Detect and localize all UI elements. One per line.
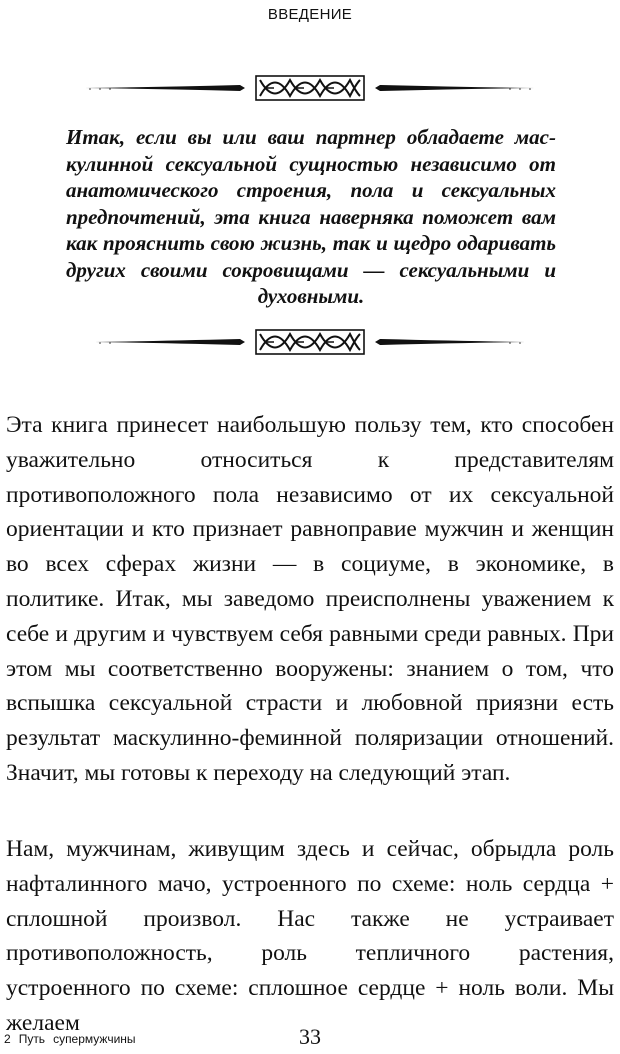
- celtic-knot-divider-icon: [60, 68, 560, 108]
- footer-index: 2: [4, 1032, 11, 1046]
- page-number: 33: [299, 1024, 321, 1049]
- footer-title-word-1: Путь: [18, 1032, 46, 1046]
- epigraph: Итак, если вы или ваш партнер обладаете маскулинной сексуальной сущностью независимо от анатомического строения, пола и сексуальных предпочтений, эта книга наверняка поможет вам как прояснить свою жизнь, так и щедро одаривать других своими сокровищами — сексуальными и духовными.: [66, 125, 556, 308]
- celtic-knot-divider-icon: [60, 322, 560, 362]
- body-paragraph-1: Эта книга принесет наибольшую пользу тем, кто способен уважительно относиться к представителям противоположного пола независимо от их сексуальной ориентации и кто признает равноправие мужчин и женщин во всех сферах жизни — в социуме, в экономике, в политике. Итак, мы заведомо преисполнены уважением к себе и другим и чувствуем себя равными среди равных. При этом мы соответственно вооружены: знанием о том, что вспышка сексуальной страсти и любовной приязни есть результат маскулинно-феминной поляризации отношений. Значит, мы готовы к переходу на следующий этап.: [6, 412, 614, 786]
- running-head: ВВЕДЕНИЕ: [267, 6, 353, 23]
- footer-title-word-2: супермужчины: [53, 1032, 136, 1046]
- body-paragraph-2: Нам, мужчинам, живущим здесь и сейчас, обрыдла роль нафталинного мачо, устроенного по схеме: ноль сердца + сплошной произвол. Нас также не устраивает противоположность, роль тепличного растения, устроенного по схеме: сплошное сердце + ноль воли. Мы желаем: [6, 836, 614, 1036]
